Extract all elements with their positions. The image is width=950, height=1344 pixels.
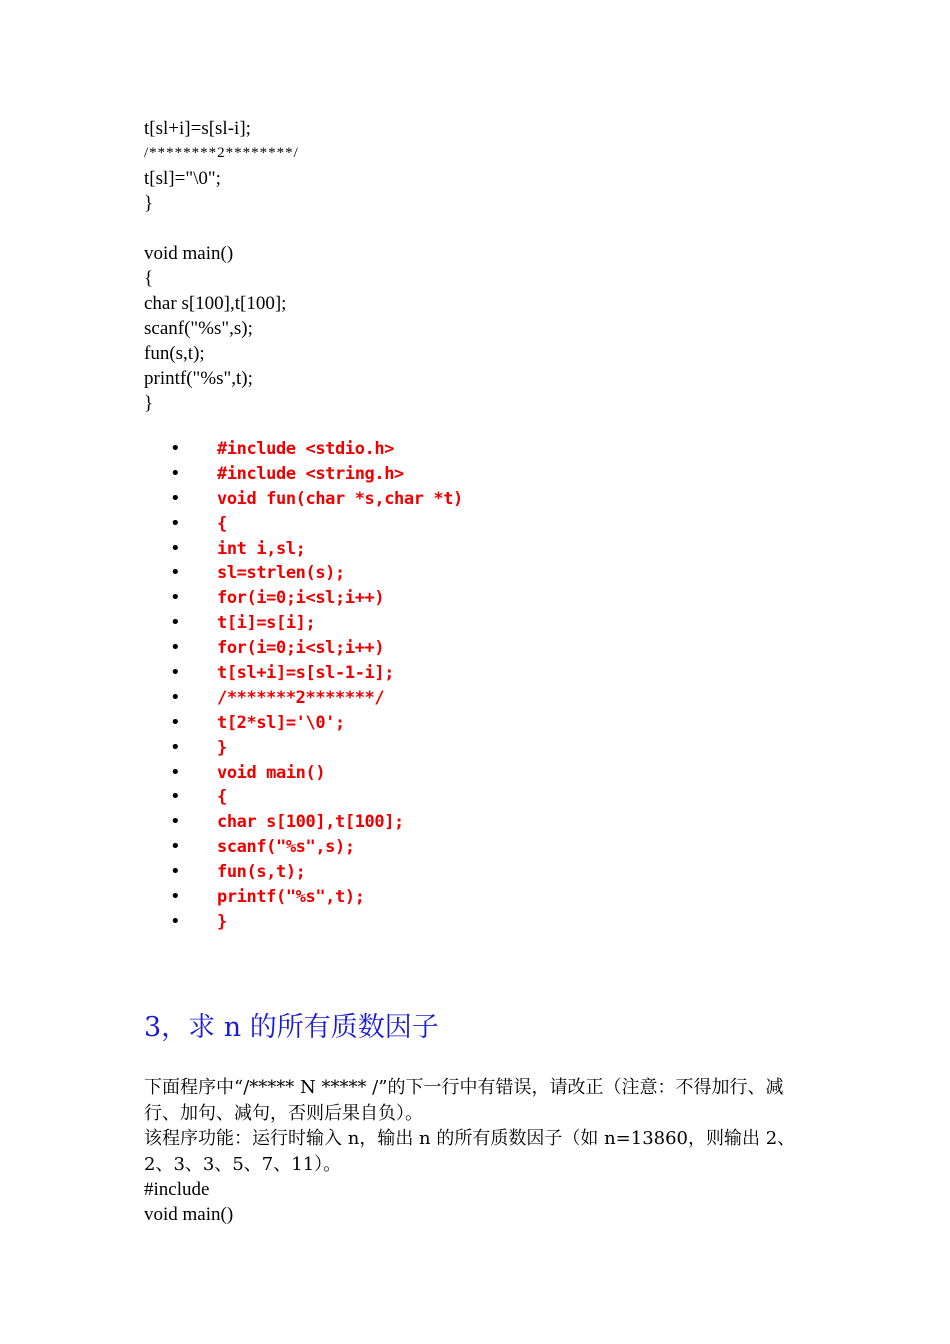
answer-code-line: void main() [217, 762, 326, 783]
code-line: void main() [144, 243, 234, 264]
bullet-icon: • [170, 811, 181, 833]
answer-code-line: t[sl+i]=s[sl-1-i]; [217, 663, 395, 684]
bullet-icon: • [170, 562, 181, 584]
bullet-icon: • [170, 438, 181, 459]
section-heading: 3，求 n 的所有质数因子 [144, 1012, 439, 1043]
answer-code-line: char s[100],t[100]; [217, 812, 404, 833]
bullet-icon: • [170, 462, 181, 484]
answer-code-line: for(i=0;i<sl;i++) [217, 638, 385, 659]
answer-code-line: t[2*sl]='\0'; [217, 712, 345, 733]
bullet-icon: • [170, 512, 181, 534]
answer-code-line: #include <stdio.h> [217, 439, 395, 459]
answer-code-line: fun(s,t); [217, 862, 306, 883]
bullet-icon: • [170, 761, 181, 783]
bullet-icon: • [170, 711, 181, 733]
bullet-icon: • [170, 910, 181, 932]
bullet-icon: • [170, 861, 181, 883]
code-line: t[sl]="\0"; [144, 168, 221, 189]
code-line: } [144, 393, 154, 414]
answer-code-line: { [217, 513, 227, 534]
answer-code-line: printf("%s",t); [217, 887, 365, 908]
answer-code-line: scanf("%s",s); [217, 837, 355, 858]
code-comment-line: /********2********/ [144, 145, 299, 161]
answer-code-line: #include <string.h> [217, 463, 404, 484]
answer-code-line: t[i]=s[i]; [217, 613, 316, 634]
answer-code-line: sl=strlen(s); [217, 563, 345, 584]
instruction-paragraph: 下面程序中“/***** N ***** /”的下一行中有错误，请改正（注意：不得加行、减行、加句、减句，否则后果自负）。 [144, 1077, 784, 1124]
code-line: #include [144, 1179, 210, 1200]
bullet-icon: • [170, 836, 181, 858]
answer-code-line: { [217, 787, 227, 808]
bullet-icon: • [170, 686, 181, 708]
bullet-icon: • [170, 637, 181, 659]
bullet-icon: • [170, 537, 181, 559]
bullet-icon: • [170, 786, 181, 808]
code-line: { [144, 268, 154, 289]
bullet-icon: • [170, 886, 181, 908]
bullet-icon: • [170, 736, 181, 758]
code-line: void main() [144, 1204, 234, 1225]
code-line: t[sl+i]=s[sl-i]; [144, 118, 251, 139]
bullet-icon: • [170, 487, 181, 509]
bullet-icon: • [170, 612, 181, 634]
bullet-icon: • [170, 587, 181, 609]
code-line: fun(s,t); [144, 343, 205, 364]
code-line: scanf("%s",s); [144, 318, 253, 339]
bullet-icon: • [170, 662, 181, 684]
answer-code-line: } [217, 737, 227, 758]
answer-code-line: } [217, 911, 227, 932]
answer-code-line: /*******2*******/ [217, 687, 385, 708]
answer-code-line: int i,sl; [217, 538, 306, 559]
answer-code-line: for(i=0;i<sl;i++) [217, 588, 385, 609]
code-line: } [144, 193, 154, 214]
answer-code-line: void fun(char *s,char *t) [217, 488, 463, 509]
function-description-paragraph: 该程序功能：运行时输入 n，输出 n 的所有质数因子（如 n=13860，则输出 2、2、3、3、5、7、11）。 [144, 1128, 796, 1175]
code-line: char s[100],t[100]; [144, 293, 287, 314]
code-line: printf("%s",t); [144, 368, 253, 389]
